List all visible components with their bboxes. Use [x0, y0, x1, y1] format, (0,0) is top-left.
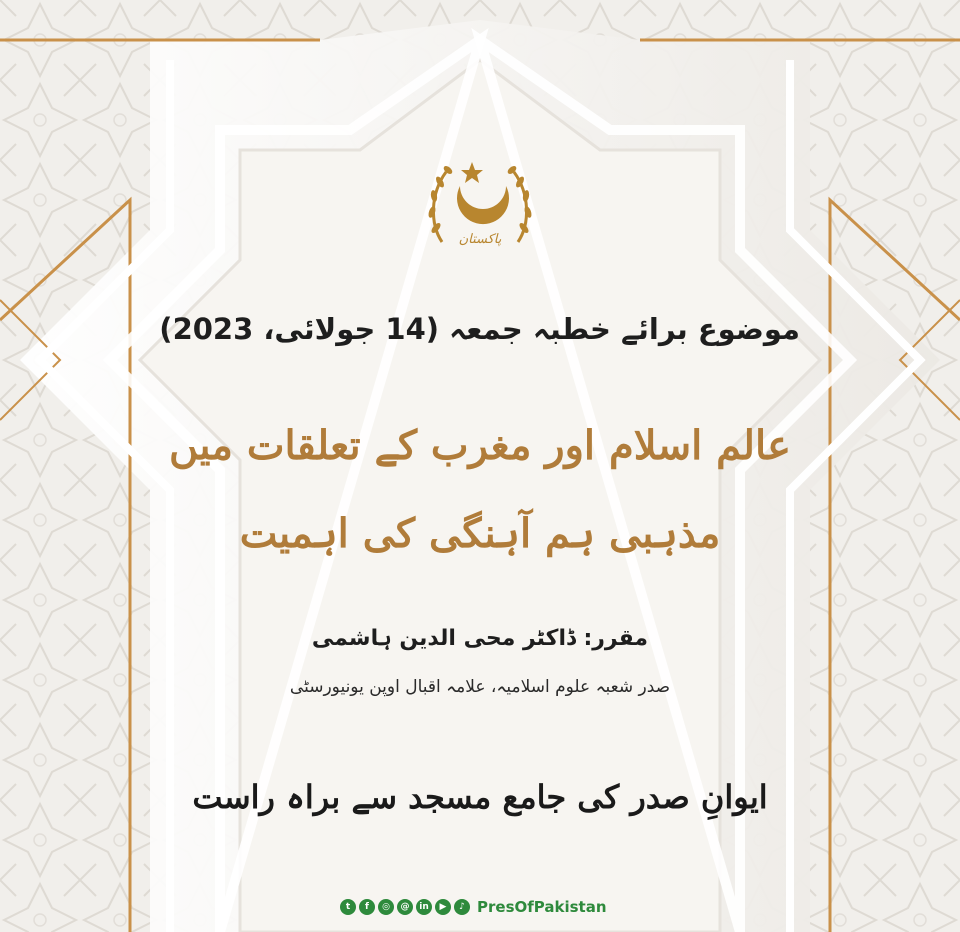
threads-icon[interactable]: @ — [397, 899, 413, 915]
instagram-icon[interactable]: ◎ — [378, 899, 394, 915]
affiliation-line: صدر شعبہ علوم اسلامیہ، علامہ اقبال اوپن یونیورسٹی — [289, 677, 671, 697]
speaker-line: مقرر: ڈاکٹر محی الدین ہاشمی — [311, 626, 649, 651]
facebook-icon[interactable]: f — [359, 899, 375, 915]
twitter-icon[interactable]: t — [340, 899, 356, 915]
title-line-2: مذہبی ہم آہنگی کی اہمیت — [239, 510, 721, 557]
linkedin-icon[interactable]: in — [416, 899, 432, 915]
subject-line: موضوع برائے خطبہ جمعہ (14 جولائی، 2023) — [159, 312, 800, 346]
youtube-icon[interactable]: ▶ — [435, 899, 451, 915]
emblem-text: پاکستان — [458, 232, 502, 247]
title-line-1: عالم اسلام اور مغرب کے تعلقات میں — [168, 422, 792, 469]
social-footer — [340, 896, 607, 918]
broadcast-line: ایوانِ صدر کی جامع مسجد سے براہ راست — [192, 778, 768, 816]
social-handle[interactable]: PresOfPakistan — [477, 898, 607, 916]
tiktok-icon[interactable]: ♪ — [454, 899, 470, 915]
